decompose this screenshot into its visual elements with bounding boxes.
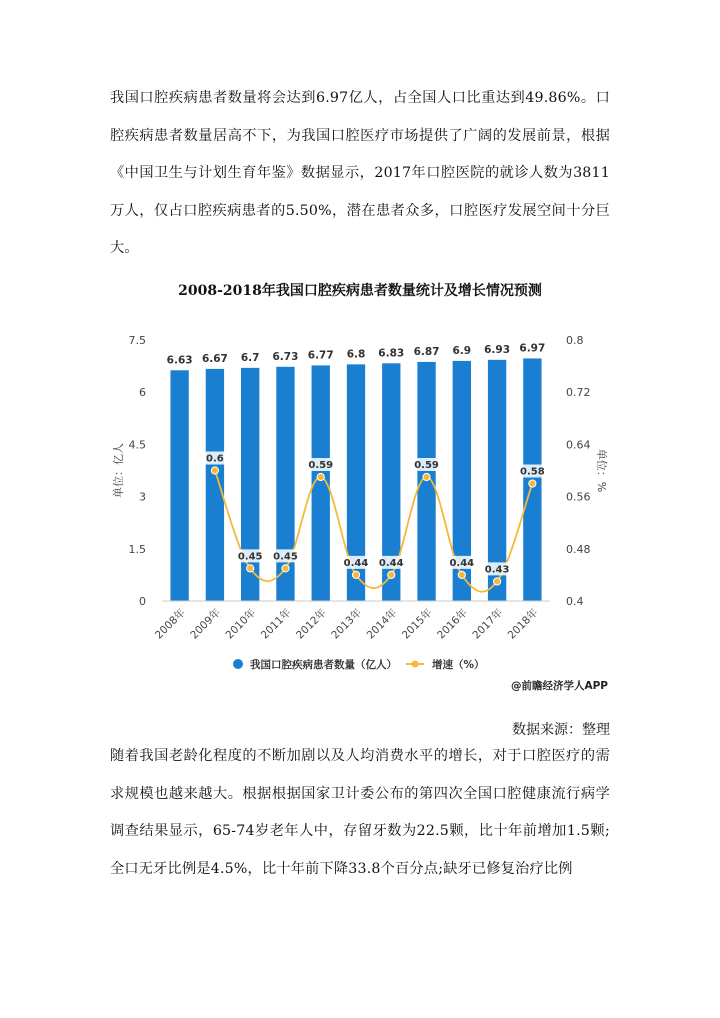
line-value-label: 0.44: [449, 557, 475, 569]
bar-value-label: 6.83: [378, 347, 405, 360]
line-value-label: 0.44: [343, 557, 369, 569]
bar-value-label: 6.9: [452, 344, 472, 357]
bar-value-label: 6.93: [484, 343, 511, 356]
line-point: [388, 571, 395, 578]
line-point: [529, 480, 536, 487]
line-value-label: 0.59: [308, 460, 334, 472]
brand-watermark: @前瞻经济学人APP: [510, 680, 608, 692]
legend-bar-label: 我国口腔疾病患者数量（亿人）: [250, 659, 397, 671]
line-value-label: 0.59: [414, 460, 439, 472]
legend-line-marker: [412, 661, 419, 668]
legend-bar-icon: [233, 659, 243, 669]
line-value-label: 0.58: [520, 466, 545, 478]
bar-value-label: 6.7: [240, 351, 260, 364]
line-point: [458, 571, 465, 578]
x-tick-label: 2015年: [399, 606, 435, 642]
bar-value-label: 6.8: [346, 348, 366, 361]
x-tick-label: 2012年: [294, 606, 329, 642]
paragraph-1: 我国口腔疾病患者数量将会达到6.97亿人，占全国人口比重达到49.86%。口腔疾病患者数量居高不下，为我国口腔医疗市场提供了广阔的发展前景，根据《中国卫生与计划生育年鉴》数据显示，2017年口腔医院的就诊人数为3811万人，仅占口腔疾病患者的5.50%，潜在患者众多，口腔医疗发展空间十分巨大。: [110, 90, 610, 256]
x-tick-label: 2011年: [258, 606, 294, 642]
y-tick-right: 0.8: [566, 334, 584, 347]
line-point: [493, 578, 500, 585]
y-tick-left: 1.5: [128, 542, 146, 556]
line-value-label: 0.43: [484, 564, 510, 576]
bar-value-label: 6.73: [272, 350, 299, 363]
chart: [110, 314, 610, 704]
x-tick-label: 2010年: [223, 606, 259, 642]
legend-line-label: 增速（%）: [432, 659, 485, 671]
bar-value-label: 6.77: [307, 349, 334, 362]
bar: [417, 362, 435, 601]
x-tick-label: 2009年: [188, 606, 224, 642]
y-tick-left: 0: [139, 595, 146, 608]
y-tick-right: 0.48: [566, 542, 591, 556]
bar-value-label: 6.67: [201, 352, 228, 365]
y-axis-label-right: 单位：%: [595, 448, 608, 493]
y-tick-right: 0.56: [566, 490, 591, 504]
bar-value-label: 6.87: [413, 345, 440, 358]
line-point: [211, 467, 218, 474]
y-tick-left: 3: [139, 490, 146, 504]
x-tick-label: 2017年: [470, 606, 506, 642]
line-point: [317, 473, 324, 480]
bar-value-label: 6.63: [166, 354, 193, 367]
line-value-label: 0.45: [237, 551, 263, 563]
y-tick-left: 6: [139, 386, 146, 400]
y-tick-right: 0.64: [566, 438, 591, 452]
y-axis-label-left: 单位：亿人: [112, 443, 125, 498]
x-tick-label: 2014年: [364, 606, 400, 642]
bar: [170, 370, 188, 601]
y-tick-left: 4.5: [128, 438, 146, 452]
x-tick-label: 2016年: [435, 606, 470, 642]
bar: [206, 369, 224, 601]
source-note: 数据来源：整理: [512, 722, 610, 738]
chart-title: 2008-2018年我国口腔疾病患者数量统计及增长情况预测: [178, 283, 542, 299]
y-tick-right: 0.72: [566, 386, 591, 400]
line-value-label: 0.44: [378, 557, 404, 569]
x-tick-label: 2018年: [505, 606, 541, 642]
x-tick-label: 2008年: [152, 606, 188, 642]
line-value-label: 0.6: [206, 453, 224, 465]
bar-value-label: 6.97: [519, 342, 546, 355]
paragraph-2: 随着我国老龄化程度的不断加剧以及人均消费水平的增长，对于口腔医疗的需求规模也越来越大。根据根据国家卫计委公布的第四次全国口腔健康流行病学调查结果显示，65-74岁老年人中，存留牙数为22.5颗，比十年前增加1.5颗;全口无牙比例是4.5%，比十年前下降33.8个百分点;缺牙已修复治疗比例: [110, 748, 610, 877]
line-point: [352, 571, 359, 578]
line-point: [282, 565, 289, 572]
line-value-label: 0.45: [273, 551, 298, 563]
line-point: [247, 565, 254, 572]
y-tick-right: 0.4: [566, 595, 584, 608]
line-point: [423, 473, 430, 480]
y-tick-left: 7.5: [128, 334, 146, 347]
x-tick-label: 2013年: [329, 606, 365, 642]
